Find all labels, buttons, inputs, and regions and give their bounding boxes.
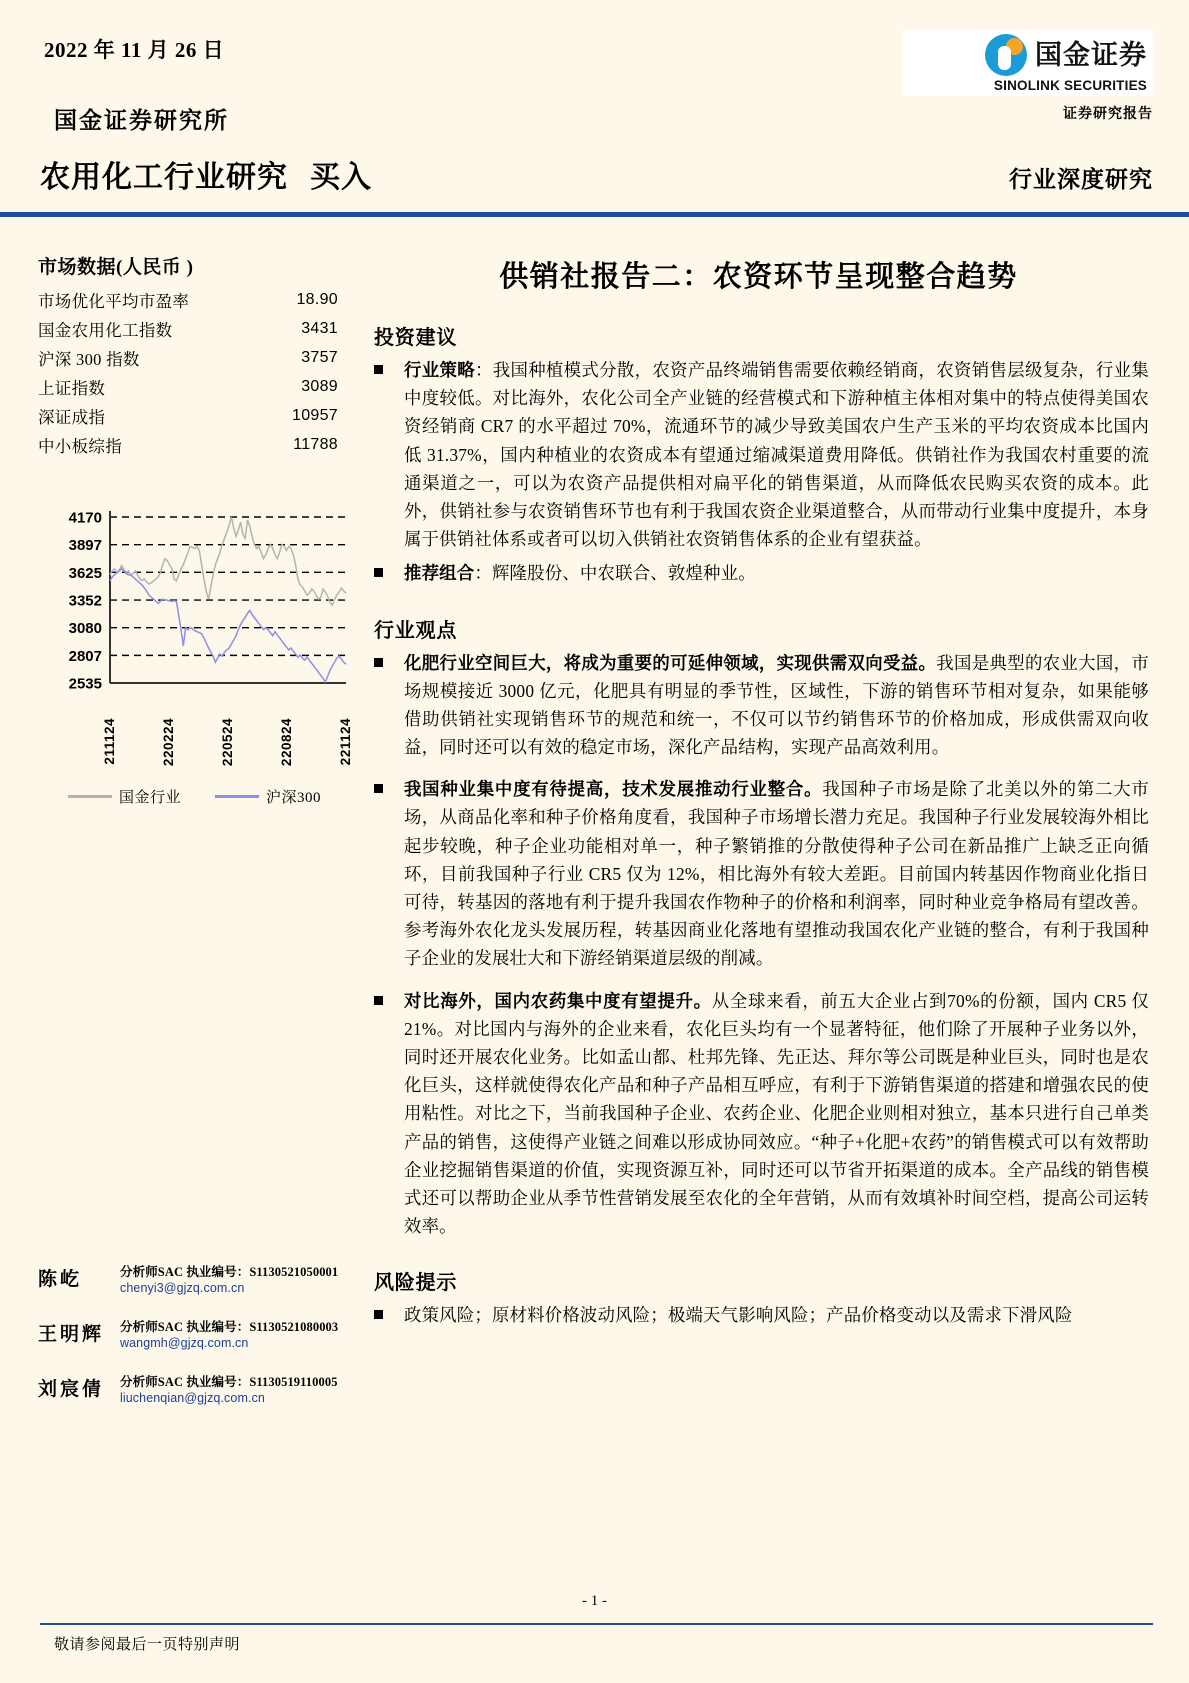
market-data-label: 上证指数 bbox=[38, 378, 106, 398]
table-row bbox=[38, 285, 338, 314]
bullet-label: 推荐组合 bbox=[404, 563, 475, 584]
section-heading-risk: 风险提示 bbox=[374, 1272, 458, 1295]
table-row bbox=[38, 314, 338, 343]
footer-disclaimer: 敬请参阅最后一页特别声明 bbox=[54, 1637, 241, 1653]
legend-label: 国金行业 bbox=[119, 790, 182, 806]
svg-text:3352: 3352 bbox=[68, 592, 102, 610]
sidebar bbox=[0, 222, 360, 1427]
market-data-label: 中小板综指 bbox=[38, 436, 122, 456]
bullet-view-fertilizer bbox=[374, 649, 1149, 762]
legend-item-1 bbox=[215, 786, 321, 807]
logo-english-name: SINOLINK SECURITIES bbox=[903, 78, 1153, 96]
bullet-text: ：我国种植模式分散，农资产品终端销售需要依赖经销商，农资销售层级复杂，行业集中度较低。对比海外，农化公司全产业链的经营模式和下游种植主体相对集中的特点使得美国农资经销商 CR7 的水平超过 70%，流通环节的减少导致美国农户生产玉米的平均农资成本比国内低 31.37%，国内种植业的农资成本有望通过缩减渠道费用降低。供销社作为我国农村重要的流通渠道之一，可以为农资产品提供相对扁平化的销售渠道，从而降低农民购买农资的成本。此外，供销社参与农资销售环节也有利于我国农资企业渠道整合，从而带动行业集中度提升，本身属于供销社体系或者可以切入供销社农资销售体系的企业有望获益。 bbox=[404, 360, 1149, 550]
page-header bbox=[0, 0, 1189, 222]
legend-label: 沪深300 bbox=[266, 790, 322, 806]
legend-item-0 bbox=[68, 786, 181, 807]
page-number: - 1 - bbox=[582, 1593, 607, 1609]
analyst-name: 陈屹 bbox=[38, 1269, 83, 1290]
bullet-text: 我国种子市场是除了北美以外的第二大市场，从商品化率和种子价格角度看，我国种子市场增长潜力充足。我国种子行业发展较海外相比起步较晚，种子企业功能相对单一，种子繁销推的分散使得种子公司在新品推广上缺乏正向循环，目前我国种子行业 CR5 仅为 12%，相比海外有较大差距。目前国内转基因作物商业化指日可待，转基因的落地有利于提升我国农作物种子的价格和利润率，同时种业竞争格局有望改善。参考海外农化龙头发展历程，转基因商业化落地有望推动我国农化产业链的整合，有利于我国种子企业的发展壮大和下游经销渠道层级的削减。 bbox=[404, 779, 1149, 969]
analyst-email[interactable]: liuchenqian@gjzq.com.cn bbox=[120, 1391, 265, 1405]
institute-name: 国金证券研究所 bbox=[54, 108, 229, 133]
bullet-label: 我国种业集中度有待提高，技术发展推动行业整合。 bbox=[404, 779, 823, 800]
bullet-strategy bbox=[374, 356, 1149, 553]
chart-x-tick: 220524 bbox=[220, 718, 235, 767]
analyst-sac-number: 分析师SAC 执业编号：S1130519110005 bbox=[120, 1375, 338, 1389]
rating-badge: 买入 bbox=[310, 161, 372, 194]
chart-x-tick: 220224 bbox=[161, 718, 176, 767]
market-data-label: 沪深 300 指数 bbox=[38, 349, 140, 369]
chart-x-axis-labels bbox=[38, 716, 356, 780]
analyst-sac-number: 分析师SAC 执业编号：S1130521050001 bbox=[120, 1265, 339, 1279]
footer-divider bbox=[40, 1623, 1153, 1625]
table-row bbox=[38, 401, 338, 430]
report-category-label: 证券研究报告 bbox=[1063, 107, 1153, 122]
market-data-table bbox=[38, 285, 338, 459]
analyst-meta bbox=[120, 1317, 338, 1350]
bullet-risk bbox=[374, 1301, 1149, 1329]
risk-text: 政策风险；原材料价格波动风险；极端天气影响风险；产品价格变动以及需求下滑风险 bbox=[404, 1305, 1073, 1326]
page-content bbox=[0, 222, 1189, 1427]
header-divider bbox=[0, 212, 1189, 217]
bullet-text: ：辉隆股份、中农联合、敦煌种业。 bbox=[474, 563, 756, 584]
bullet-portfolio bbox=[374, 559, 1149, 587]
legend-swatch bbox=[68, 795, 112, 798]
bullet-label: 对比海外，国内农药集中度有望提升。 bbox=[404, 990, 712, 1011]
market-data-label: 市场优化平均市盈率 bbox=[38, 291, 190, 311]
table-row bbox=[38, 343, 338, 372]
market-data-value: 10957 bbox=[292, 406, 338, 424]
page-title: 供销社报告二：农资环节呈现整合趋势 bbox=[499, 261, 1018, 293]
square-bullet-icon bbox=[374, 987, 404, 1005]
svg-text:3080: 3080 bbox=[68, 620, 102, 638]
list-item bbox=[38, 1262, 338, 1295]
chart-x-tick: 211124 bbox=[102, 718, 117, 765]
index-performance-chart bbox=[38, 501, 356, 716]
chart-canvas bbox=[38, 501, 356, 716]
analyst-list bbox=[38, 1262, 338, 1405]
square-bullet-icon bbox=[374, 1301, 404, 1319]
square-bullet-icon bbox=[374, 356, 404, 374]
analyst-name: 王明辉 bbox=[38, 1324, 105, 1345]
list-item bbox=[38, 1317, 338, 1350]
analyst-name: 刘宸倩 bbox=[38, 1379, 105, 1400]
bullet-view-pesticide bbox=[374, 987, 1149, 1241]
market-data-value: 3431 bbox=[301, 319, 338, 337]
report-type: 行业深度研究 bbox=[1009, 167, 1153, 192]
svg-text:2807: 2807 bbox=[68, 647, 102, 665]
header-title-row bbox=[40, 152, 1153, 196]
company-logo-block bbox=[903, 30, 1153, 123]
logo-row bbox=[903, 30, 1153, 78]
bullet-label: 化肥行业空间巨大，将成为重要的可延伸领域，实现供需双向受益。 bbox=[404, 652, 937, 673]
svg-text:3897: 3897 bbox=[68, 537, 102, 555]
industry-title-group bbox=[40, 152, 372, 196]
square-bullet-icon bbox=[374, 559, 404, 577]
analyst-sac-number: 分析师SAC 执业编号：S1130521080003 bbox=[120, 1320, 339, 1334]
market-data-value: 18.90 bbox=[296, 290, 338, 308]
square-bullet-icon bbox=[374, 649, 404, 667]
market-data-value: 3757 bbox=[301, 348, 338, 366]
bullet-text: 从全球来看，前五大企业占到70%的份额，国内 CR5 仅 21%。对比国内与海外的企业来看，农化巨头均有一个显著特征，他们除了开展种子业务以外，同时还开展农化业务。比如孟山都、杜邦先锋、先正达、拜尔等公司既是种业巨头，同时也是农化巨头，这样就使得农化产品和种子产品相互呼应，有利于下游销售渠道的搭建和增强农民的使用粘性。对比之下，当前我国种子企业、农药企业、化肥企业则相对独立，基本只进行自己单类产品的销售，这使得产业链之间难以形成协同效应。“种子+化肥+农药”的销售模式可以有效帮助企业挖掘销售渠道的价值，实现资源互补，同时还可以节省开拓渠道的成本。全产品线的销售模式还可以帮助企业从季节性营销发展至农化的全年营销，从而有效填补时间空档，提高公司运转效率。 bbox=[404, 990, 1149, 1237]
market-data-label: 国金农用化工指数 bbox=[38, 320, 173, 340]
market-data-title: 市场数据(人民币 ) bbox=[38, 257, 194, 278]
svg-text:4170: 4170 bbox=[68, 509, 102, 527]
square-bullet-icon bbox=[374, 775, 404, 793]
report-date: 2022 年 11 月 26 日 bbox=[44, 38, 225, 62]
table-row bbox=[38, 430, 338, 459]
chart-x-tick: 221124 bbox=[338, 718, 353, 766]
page-footer bbox=[0, 1583, 1189, 1683]
bullet-label: 行业策略 bbox=[404, 360, 475, 380]
list-item bbox=[38, 1372, 338, 1405]
section-heading-investment: 投资建议 bbox=[374, 327, 458, 349]
table-row bbox=[38, 372, 338, 401]
chart-legend bbox=[38, 786, 338, 807]
logo-chinese-name: 国金证券 bbox=[1035, 39, 1147, 70]
svg-text:2535: 2535 bbox=[68, 675, 102, 693]
industry-title: 农用化工行业研究 bbox=[40, 161, 288, 194]
main-column bbox=[360, 222, 1189, 1427]
analyst-meta bbox=[120, 1262, 338, 1295]
sinolink-logo-icon bbox=[985, 34, 1027, 76]
bullet-view-seed bbox=[374, 775, 1149, 972]
market-data-value: 3089 bbox=[301, 377, 338, 395]
svg-text:3625: 3625 bbox=[68, 564, 102, 582]
section-heading-industry-view: 行业观点 bbox=[374, 619, 458, 642]
bullet-text: 我国是典型的农业大国，市场规模接近 3000 亿元，化肥具有明显的季节性，区域性，下游的销售环节相对复杂，如果能够借助供销社实现销售环节的规范和统一，不仅可以节约销售环节的价格加成，形成供需双向收益，同时还可以有效的稳定市场，深化产品结构，实现产品高效利用。 bbox=[404, 652, 1149, 758]
analyst-email[interactable]: chenyi3@gjzq.com.cn bbox=[120, 1281, 245, 1295]
chart-x-tick: 220824 bbox=[279, 718, 294, 767]
analyst-email[interactable]: wangmh@gjzq.com.cn bbox=[120, 1336, 249, 1350]
market-data-value: 11788 bbox=[293, 435, 338, 453]
legend-swatch bbox=[215, 795, 259, 798]
analyst-meta bbox=[120, 1372, 338, 1405]
market-data-label: 深证成指 bbox=[38, 407, 106, 427]
